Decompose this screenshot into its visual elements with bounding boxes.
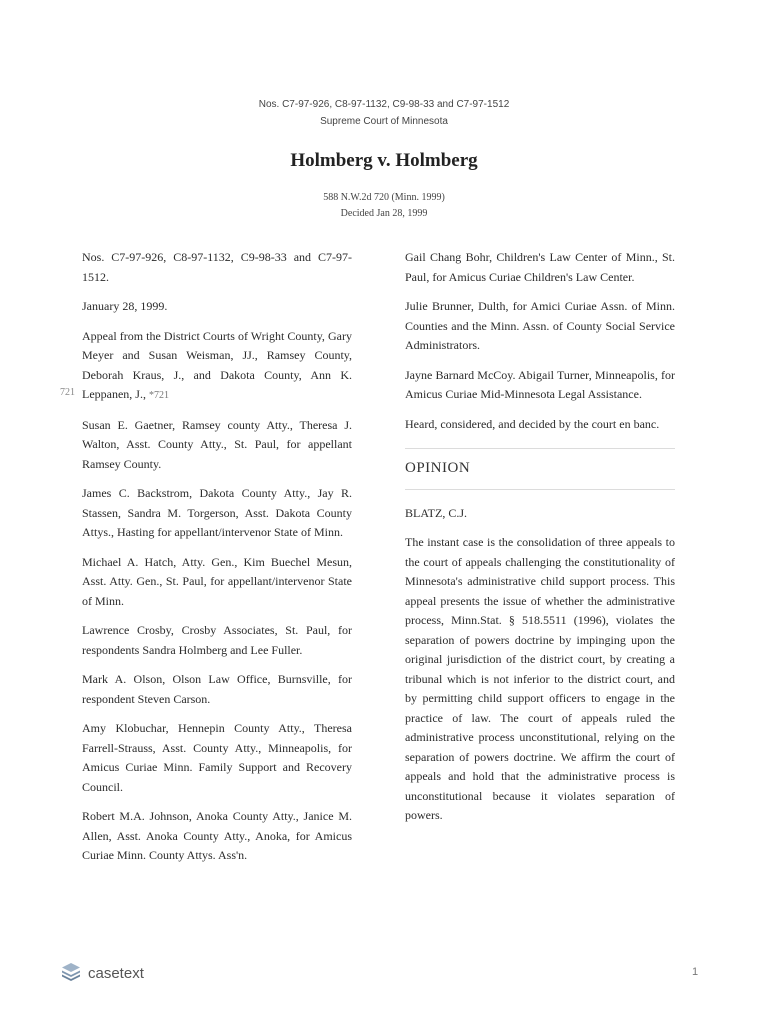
- right-column: [405, 248, 675, 836]
- appeal-paragraph: [82, 327, 352, 406]
- case-title: Holmberg v. Holmberg: [290, 150, 478, 171]
- appeal-text: Appeal from the District Courts of Wright County, Gary Meyer and Susan Weisman, JJ., Ramsey County, Deborah Kraus, J., and Dakota County, Ann K. Leppanen, J.,: [82, 328, 352, 401]
- left-column: [82, 248, 352, 876]
- counsel-paragraph: Gail Chang Bohr, Children's Law Center of Minn., St. Paul, for Amicus Curiae Children's Law Center.: [405, 250, 675, 284]
- margin-page-number: 721: [60, 387, 75, 398]
- counsel-paragraph: Jayne Barnard McCoy. Abigail Turner, Minneapolis, for Amicus Curiae Mid-Minnesota Legal Assistance.: [405, 367, 675, 401]
- brand-name: casetext: [88, 965, 144, 982]
- stacked-layers-icon: [60, 961, 82, 986]
- counsel-paragraph: Michael A. Hatch, Atty. Gen., Kim Buechel Mesun, Asst. Atty. Gen., St. Paul, for appellant/intervenor State of Minn.: [82, 554, 352, 608]
- reporter-citation: 588 N.W.2d 720 (Minn. 1999): [323, 192, 445, 203]
- document-header: [0, 96, 768, 222]
- opinion-author: BLATZ, C.J.: [405, 505, 468, 520]
- counsel-paragraph: Lawrence Crosby, Crosby Associates, St. Paul, for respondents Sandra Holmberg and Lee Fuller.: [82, 623, 352, 657]
- counsel-paragraph: Mark A. Olson, Olson Law Office, Burnsville, for respondent Steven Carson.: [82, 672, 352, 706]
- court-name: Supreme Court of Minnesota: [320, 116, 448, 127]
- counsel-paragraph: Julie Brunner, Dulth, for Amici Curiae Assn. of Minn. Counties and the Minn. Assn. of County Social Service Administrators.: [405, 299, 675, 352]
- docket-paragraph: Nos. C7-97-926, C8-97-1132, C9-98-33 and C7-97-1512.: [82, 250, 352, 284]
- opinion-heading: OPINION: [405, 448, 675, 490]
- casetext-logo[interactable]: [60, 961, 144, 986]
- opinion-body: The instant case is the consolidation of three appeals to the court of appeals challenging the constitutionality of Minnesota's administrative child support process. This appeal presents the issue of whether the administrative process, Minn.Stat. § 518.5511 (1996), violates the separation of powers doctrine by impinging upon the original jurisdiction of the district court, by creating a tribunal which is not inferior to the district court, and by permitting child support officers to engage in the practice of law. The court of appeals ruled the administrative process unconstitutional, relying on the separation of powers doctrine. We affirm the court of appeals and hold that the administrative process is unconstitutional because it violates separation of powers.: [405, 535, 675, 822]
- case-citation: [0, 190, 768, 222]
- docket-numbers: Nos. C7-97-926, C8-97-1132, C9-98-33 and C7-97-1512: [258, 99, 510, 110]
- counsel-paragraph: Amy Klobuchar, Hennepin County Atty., Theresa Farrell-Strauss, Asst. County Atty., Minneapolis, for Amicus Curiae Minn. Family Support and Recovery Council.: [82, 721, 352, 794]
- en-banc-paragraph: Heard, considered, and decided by the court en banc.: [405, 416, 660, 431]
- pin-cite-link[interactable]: *721: [148, 390, 169, 401]
- counsel-paragraph: Robert M.A. Johnson, Anoka County Atty., Janice M. Allen, Asst. Anoka County Atty., Anoka, for Amicus Curiae Minn. County Attys. Ass'n.: [82, 809, 352, 862]
- decision-date: Decided Jan 28, 1999: [340, 208, 428, 219]
- date-paragraph: January 28, 1999.: [82, 299, 168, 313]
- counsel-paragraph: Susan E. Gaetner, Ramsey county Atty., Theresa J. Walton, Asst. County Atty., St. Paul, for appellant Ramsey County.: [82, 417, 352, 471]
- counsel-paragraph: James C. Backstrom, Dakota County Atty., Jay R. Stassen, Sandra M. Torgerson, Asst. Dakota County Attys., Hasting for appellant/intervenor State of Minn.: [82, 486, 352, 539]
- page-number: 1: [692, 966, 699, 978]
